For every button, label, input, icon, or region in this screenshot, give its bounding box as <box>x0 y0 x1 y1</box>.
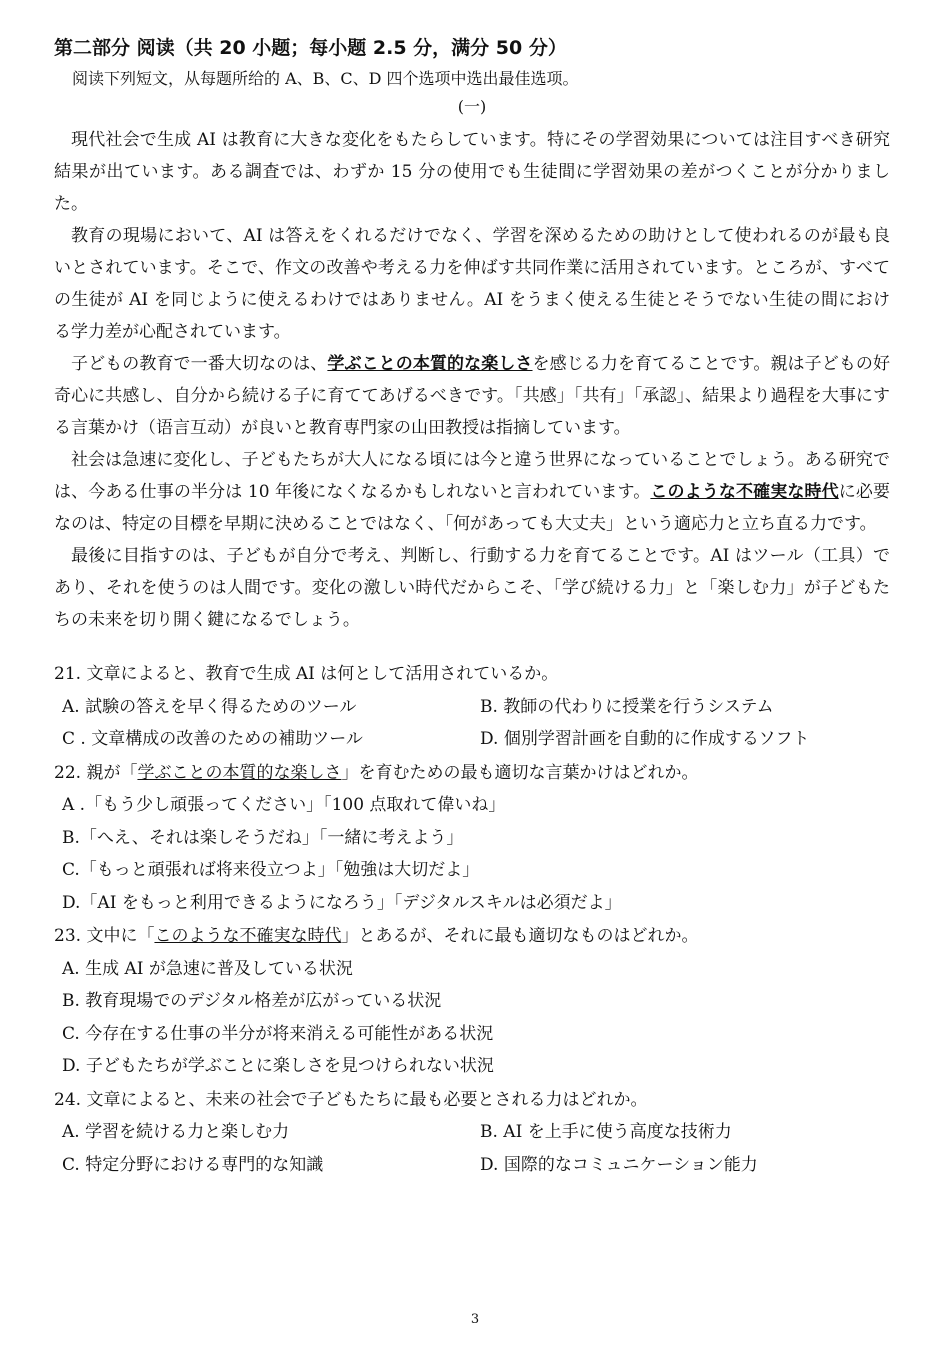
paragraph-3-text-a: 子どもの教育で一番大切なのは、 <box>71 354 328 374</box>
question-22-option-c: C.「もっと頑張れば将来役立つよ」「勉強は大切だよ」 <box>62 860 480 880</box>
underlined-phrase-uncertain-era: このような不確実な時代 <box>650 482 839 502</box>
question-23-option-c: C. 今存在する仕事の半分が将来消える可能性がある状況 <box>62 1023 494 1044</box>
passage-paragraph-3 <box>54 348 890 444</box>
question-24-option-b: B. AI を上手に使う高度な技術力 <box>480 1122 732 1142</box>
question-21-option-a: A. 試験の答えを早く得るためのツール <box>62 696 357 717</box>
question-22-stem-b: 」を育むための最も適切な言葉かけはどれか。 <box>341 762 699 783</box>
underlined-phrase-joy-of-learning: 学ぶことの本質的な楽しさ <box>327 354 533 374</box>
question-23-stem <box>54 920 890 953</box>
passage-paragraph-2: 教育の現場において、AI は答えをくれるだけでなく、学習を深めるための助けとして使われるのが最も良いとされています。そこで、作文の改善や考える力を伸ばす共同作業に活用されています。ところが、すべての生徒が AI を同じように使えるわけではありません。AI をうまく使える生徒とそうでない生徒の間における学力差が心配されています。 <box>54 226 890 342</box>
question-22-underlined: 学ぶことの本質的な楽しさ <box>137 762 342 783</box>
question-21 <box>54 658 890 756</box>
passage-paragraph-4 <box>54 444 890 540</box>
question-24-option-c: C. 特定分野における専門的な知識 <box>62 1154 324 1175</box>
question-22-option-b: B.「へえ、それは楽しそうだね」「一緒に考えよう」 <box>62 827 464 848</box>
question-23-stem-b: 」とあるが、それに最も適切なものはどれか。 <box>341 926 699 946</box>
question-21-stem: 21. 文章によると、教育で生成 AI は何として活用されているか。 <box>54 664 559 684</box>
question-22-stem <box>54 757 890 790</box>
question-22 <box>54 757 890 920</box>
question-24-option-d: D. 国際的なコミュニケーション能力 <box>480 1154 758 1175</box>
question-23 <box>54 920 890 1083</box>
question-21-option-b: B. 教師の代わりに授業を行うシステム <box>480 696 774 717</box>
question-22-stem-a: 22. 親が「 <box>54 762 138 783</box>
question-21-option-d: D. 個別学習計画を自動的に作成するソフト <box>480 729 810 749</box>
question-23-option-a: A. 生成 AI が急速に普及している状況 <box>62 958 353 979</box>
passage-paragraph-1: 現代社会で生成 AI は教育に大きな変化をもたらしています。特にその学習効果については注目すべき研究結果が出ています。ある調査では、わずか 15 分の使用でも生徒間に学習効果の差がつくことが分かりました。 <box>54 130 890 214</box>
page-number: 3 <box>470 1312 480 1327</box>
question-22-option-d: D.「AI をもっと利用できるようになろう」「デジタルスキルは必須だよ」 <box>62 892 622 913</box>
question-24 <box>54 1084 890 1182</box>
question-23-option-b: B. 教育現場でのデジタル格差が広がっている状況 <box>62 991 442 1011</box>
paragraph-4-text-a: 社会は急速に変化し、子どもたちが大人になる頃には今と違う世界になっていることでしょう。ある研究では、今ある仕事の半分は 10 年後になくなるかもしれないと言われています。 <box>54 450 890 502</box>
question-23-stem-a: 23. 文中に「 <box>54 926 155 946</box>
question-23-option-d: D. 子どもたちが学ぶことに楽しさを見つけられない状況 <box>62 1056 494 1076</box>
question-24-stem: 24. 文章によると、未来の社会で子どもたちに最も必要とされる力はどれか。 <box>54 1089 648 1110</box>
question-23-underlined: このような不確実な時代 <box>154 926 342 946</box>
passage-label: (一) <box>457 97 487 116</box>
question-22-option-a: A .「もう少し頑張ってください」「100 点取れて偉いね」 <box>62 795 506 815</box>
section-instructions: 阅读下列短文，从每题所给的 A、B、C、D 四个选项中选出最佳选项。 <box>72 69 579 88</box>
paragraph-3-text-b: を感じる力を育てることです。親は子どもの好奇心に共感し、自分から続ける子に育ててあげるべきです。「共感」「共有」「承認」、結果より過程を大事にする言葉かけ（语言互动）が良いと教育専門家の山田教授は指摘しています。 <box>54 354 891 438</box>
question-24-option-a: A. 学習を続ける力と楽しむ力 <box>62 1122 290 1142</box>
passage-paragraph-5: 最後に目指すのは、子どもが自分で考え、判断し、行動する力を育てることです。AI はツール（工具）であり、それを使うのは人間です。変化の激しい時代だからこそ、「学び続ける力」と「楽しむ力」が子どもたちの未来を切り開く鍵になるでしょう。 <box>54 546 890 630</box>
question-21-option-c: C . 文章構成の改善のための補助ツール <box>62 729 363 749</box>
paragraph-4-text-b: に必要なのは、特定の目標を早期に決めることではなく、「何があっても大丈夫」という適応力と立ち直る力です。 <box>54 482 891 534</box>
section-title: 第二部分 阅读（共 20 小题；每小题 2.5 分，满分 50 分） <box>54 37 567 59</box>
